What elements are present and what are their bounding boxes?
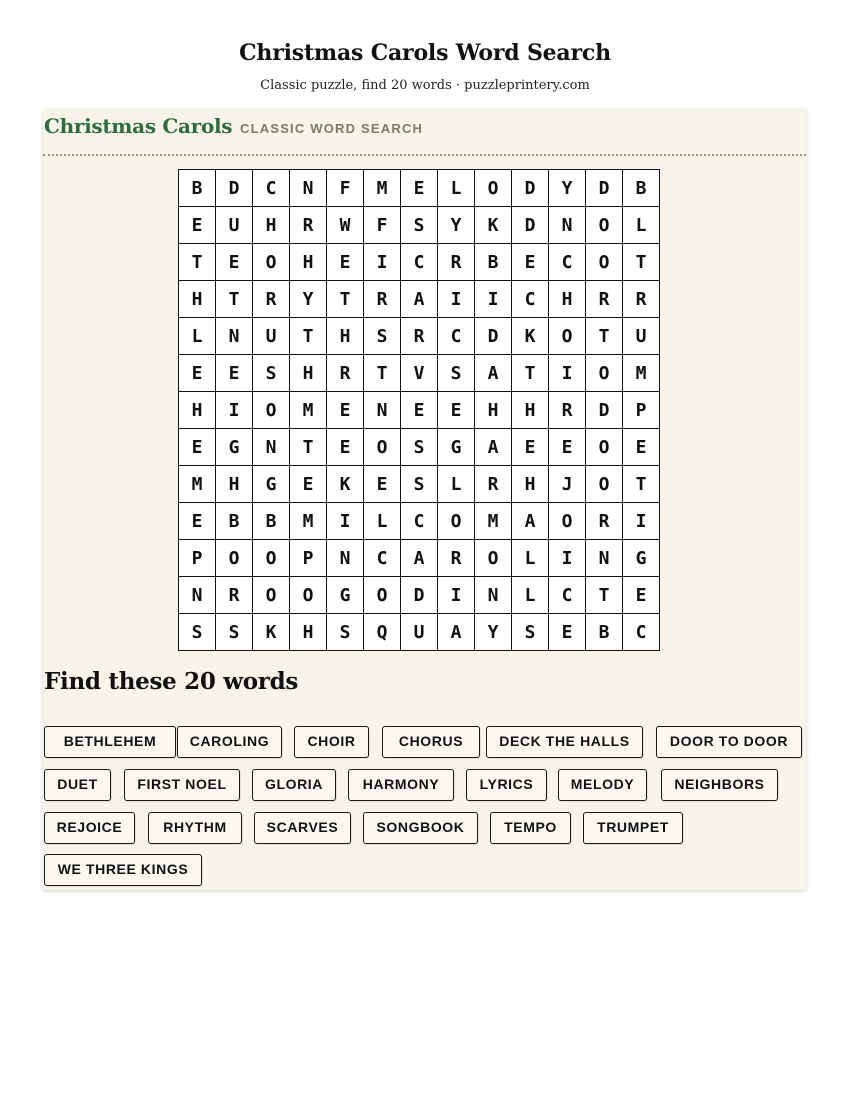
grid-cell[interactable]: T [290, 318, 327, 355]
word-chip[interactable]: DOOR TO DOOR [656, 726, 802, 758]
grid-cell[interactable]: T [623, 244, 660, 281]
grid-cell[interactable]: H [179, 281, 216, 318]
grid-cell[interactable]: T [179, 244, 216, 281]
grid-cell[interactable]: C [438, 318, 475, 355]
grid-cell[interactable]: C [549, 577, 586, 614]
grid-cell[interactable]: O [586, 207, 623, 244]
grid-cell[interactable]: T [364, 355, 401, 392]
grid-cell[interactable]: E [623, 429, 660, 466]
grid-cell[interactable]: E [179, 429, 216, 466]
grid-cell[interactable]: H [512, 392, 549, 429]
grid-cell[interactable]: O [364, 429, 401, 466]
grid-cell[interactable]: G [438, 429, 475, 466]
grid-cell[interactable]: E [327, 429, 364, 466]
grid-cell[interactable]: P [623, 392, 660, 429]
grid-cell[interactable]: H [290, 614, 327, 651]
grid-cell[interactable]: C [623, 614, 660, 651]
grid-cell[interactable]: N [290, 170, 327, 207]
grid-cell[interactable]: O [475, 540, 512, 577]
grid-cell[interactable]: E [179, 207, 216, 244]
grid-cell[interactable]: L [512, 577, 549, 614]
grid-cell[interactable]: E [216, 355, 253, 392]
grid-cell[interactable]: S [253, 355, 290, 392]
grid-row [179, 392, 660, 429]
grid-cell[interactable]: M [475, 503, 512, 540]
grid-cell[interactable]: O [586, 355, 623, 392]
grid-cell[interactable]: S [401, 429, 438, 466]
grid-cell[interactable]: E [401, 170, 438, 207]
grid-cell[interactable]: K [327, 466, 364, 503]
grid-cell[interactable]: S [216, 614, 253, 651]
grid-cell[interactable]: N [179, 577, 216, 614]
grid-cell[interactable]: B [216, 503, 253, 540]
grid-cell[interactable]: S [401, 207, 438, 244]
grid-cell[interactable]: B [586, 614, 623, 651]
grid-cell[interactable]: C [401, 244, 438, 281]
grid-cell[interactable]: R [401, 318, 438, 355]
grid-cell[interactable]: C [401, 503, 438, 540]
grid-cell[interactable]: F [364, 207, 401, 244]
grid-cell[interactable]: Y [438, 207, 475, 244]
grid-cell[interactable]: E [512, 429, 549, 466]
grid-cell[interactable]: F [327, 170, 364, 207]
grid-cell[interactable]: D [586, 392, 623, 429]
grid-cell[interactable]: U [216, 207, 253, 244]
grid-cell[interactable]: B [179, 170, 216, 207]
grid-cell[interactable]: E [290, 466, 327, 503]
grid-row [179, 503, 660, 540]
grid-cell[interactable]: E [401, 392, 438, 429]
grid-cell[interactable]: R [364, 281, 401, 318]
grid-cell[interactable]: H [216, 466, 253, 503]
grid-cell[interactable]: D [475, 318, 512, 355]
words-heading: Find these 20 words [44, 668, 299, 695]
grid-cell[interactable]: A [512, 503, 549, 540]
grid-cell[interactable]: S [327, 614, 364, 651]
grid-cell[interactable]: H [549, 281, 586, 318]
grid-cell[interactable]: O [364, 577, 401, 614]
word-chip[interactable]: WE THREE KINGS [44, 854, 202, 886]
grid-cell[interactable]: I [549, 540, 586, 577]
grid-cell[interactable]: G [216, 429, 253, 466]
grid-cell[interactable]: E [216, 244, 253, 281]
grid-cell[interactable]: M [290, 503, 327, 540]
grid-cell[interactable]: H [179, 392, 216, 429]
grid-row [179, 281, 660, 318]
grid-cell[interactable]: C [253, 170, 290, 207]
grid-cell[interactable]: E [179, 503, 216, 540]
grid-cell[interactable]: E [549, 614, 586, 651]
grid-row [179, 318, 660, 355]
page-subtitle: Classic puzzle, find 20 words · puzzleprintery.com [260, 78, 590, 93]
word-chip[interactable]: HARMONY [348, 769, 454, 801]
grid-cell[interactable]: N [475, 577, 512, 614]
word-chip[interactable]: DUET [44, 769, 111, 801]
grid-cell[interactable]: O [290, 577, 327, 614]
grid-cell[interactable]: L [364, 503, 401, 540]
grid-cell[interactable]: Y [475, 614, 512, 651]
grid-row [179, 170, 660, 207]
grid-cell[interactable]: H [512, 466, 549, 503]
grid-cell[interactable]: N [364, 392, 401, 429]
word-chip[interactable]: BETHLEHEM [44, 726, 176, 758]
grid-cell[interactable]: B [253, 503, 290, 540]
word-chip[interactable]: CAROLING [177, 726, 282, 758]
grid-cell[interactable]: L [512, 540, 549, 577]
grid-cell[interactable]: G [327, 577, 364, 614]
grid-cell[interactable]: O [549, 503, 586, 540]
grid-cell[interactable]: E [549, 429, 586, 466]
word-chip[interactable]: FIRST NOEL [124, 769, 240, 801]
grid-cell[interactable]: H [290, 355, 327, 392]
grid-cell[interactable]: L [179, 318, 216, 355]
grid-cell[interactable]: K [253, 614, 290, 651]
grid-cell[interactable]: O [253, 244, 290, 281]
grid-cell[interactable]: R [586, 503, 623, 540]
grid-cell[interactable]: R [623, 281, 660, 318]
grid-cell[interactable]: R [327, 355, 364, 392]
grid-cell[interactable]: M [364, 170, 401, 207]
word-chip[interactable]: REJOICE [44, 812, 135, 844]
letter-grid [178, 169, 660, 651]
grid-cell[interactable]: N [253, 429, 290, 466]
grid-cell[interactable]: C [512, 281, 549, 318]
grid-cell[interactable]: Y [549, 170, 586, 207]
grid-cell[interactable]: I [475, 281, 512, 318]
grid-cell[interactable]: S [179, 614, 216, 651]
grid-row [179, 207, 660, 244]
grid-cell[interactable]: I [549, 355, 586, 392]
grid-cell[interactable]: Q [364, 614, 401, 651]
word-chip[interactable]: GLORIA [252, 769, 336, 801]
grid-cell[interactable]: N [586, 540, 623, 577]
grid-cell[interactable]: H [475, 392, 512, 429]
grid-cell[interactable]: V [401, 355, 438, 392]
grid-cell[interactable]: M [179, 466, 216, 503]
grid-cell[interactable]: I [216, 392, 253, 429]
grid-cell[interactable]: E [623, 577, 660, 614]
grid-cell[interactable]: S [512, 614, 549, 651]
grid-cell[interactable]: W [327, 207, 364, 244]
grid-cell[interactable]: S [401, 466, 438, 503]
grid-cell[interactable]: D [401, 577, 438, 614]
word-chip[interactable]: CHOIR [294, 726, 369, 758]
word-chip[interactable]: SCARVES [254, 812, 351, 844]
grid-row [179, 540, 660, 577]
grid-cell[interactable]: D [512, 207, 549, 244]
grid-cell[interactable]: D [586, 170, 623, 207]
grid-cell[interactable]: A [401, 540, 438, 577]
grid-cell[interactable]: L [438, 170, 475, 207]
grid-cell[interactable]: C [364, 540, 401, 577]
grid-cell[interactable]: N [327, 540, 364, 577]
grid-cell[interactable]: O [549, 318, 586, 355]
grid-cell[interactable]: H [327, 318, 364, 355]
grid-cell[interactable]: H [253, 207, 290, 244]
grid-cell[interactable]: I [438, 577, 475, 614]
grid-row [179, 614, 660, 651]
grid-cell[interactable]: T [290, 429, 327, 466]
grid-cell[interactable]: M [290, 392, 327, 429]
grid-cell[interactable]: Y [290, 281, 327, 318]
grid-cell[interactable]: S [364, 318, 401, 355]
grid-cell[interactable]: O [438, 503, 475, 540]
grid-cell[interactable]: A [475, 355, 512, 392]
grid-cell[interactable]: L [623, 207, 660, 244]
grid-cell[interactable]: U [401, 614, 438, 651]
grid-cell[interactable]: E [327, 392, 364, 429]
grid-cell[interactable]: O [475, 170, 512, 207]
grid-cell[interactable]: T [586, 318, 623, 355]
grid-cell[interactable]: H [290, 244, 327, 281]
grid-cell[interactable]: P [179, 540, 216, 577]
grid-cell[interactable]: A [475, 429, 512, 466]
grid-cell[interactable]: E [364, 466, 401, 503]
word-chip[interactable]: RHYTHM [148, 812, 242, 844]
grid-cell[interactable]: M [623, 355, 660, 392]
word-chip[interactable]: NEIGHBORS [661, 769, 778, 801]
grid-row [179, 466, 660, 503]
grid-cell[interactable]: R [216, 577, 253, 614]
grid-cell[interactable]: O [253, 577, 290, 614]
grid-cell[interactable]: O [586, 429, 623, 466]
grid-cell[interactable]: U [253, 318, 290, 355]
grid-cell[interactable]: T [512, 355, 549, 392]
grid-cell[interactable]: P [290, 540, 327, 577]
grid-cell[interactable]: T [327, 281, 364, 318]
grid-cell[interactable]: R [475, 466, 512, 503]
word-chip[interactable]: DECK THE HALLS [486, 726, 643, 758]
word-chip[interactable]: MELODY [558, 769, 647, 801]
grid-cell[interactable]: O [586, 466, 623, 503]
grid-cell[interactable]: D [216, 170, 253, 207]
grid-cell[interactable]: T [623, 466, 660, 503]
grid-cell[interactable]: O [216, 540, 253, 577]
grid-cell[interactable]: A [438, 614, 475, 651]
grid-cell[interactable]: I [438, 281, 475, 318]
grid-cell[interactable]: R [549, 392, 586, 429]
grid-cell[interactable]: I [364, 244, 401, 281]
word-chip[interactable]: CHORUS [382, 726, 480, 758]
word-chip[interactable]: TEMPO [490, 812, 571, 844]
grid-cell[interactable]: C [549, 244, 586, 281]
card-title: Christmas Carols [44, 114, 233, 138]
grid-cell[interactable]: I [327, 503, 364, 540]
grid-cell[interactable]: R [438, 540, 475, 577]
grid-cell[interactable]: S [438, 355, 475, 392]
grid-cell[interactable]: K [475, 207, 512, 244]
grid-cell[interactable]: A [401, 281, 438, 318]
grid-cell[interactable]: R [586, 281, 623, 318]
page-title: Christmas Carols Word Search [239, 40, 611, 66]
grid-cell[interactable]: L [438, 466, 475, 503]
puzzle-card [43, 109, 806, 890]
grid-row [179, 429, 660, 466]
grid-cell[interactable]: O [253, 392, 290, 429]
grid-cell[interactable]: I [623, 503, 660, 540]
grid-cell[interactable]: K [512, 318, 549, 355]
grid-cell[interactable]: R [438, 244, 475, 281]
grid-cell[interactable]: D [512, 170, 549, 207]
grid-cell[interactable]: R [290, 207, 327, 244]
grid-row [179, 355, 660, 392]
card-kicker: CLASSIC WORD SEARCH [240, 121, 424, 136]
grid-cell[interactable]: G [623, 540, 660, 577]
grid-cell[interactable]: B [475, 244, 512, 281]
grid-cell[interactable]: G [253, 466, 290, 503]
grid-cell[interactable]: T [586, 577, 623, 614]
grid-cell[interactable]: R [253, 281, 290, 318]
word-chip[interactable]: SONGBOOK [363, 812, 478, 844]
grid-cell[interactable]: E [512, 244, 549, 281]
grid-cell[interactable]: B [623, 170, 660, 207]
grid-cell[interactable]: E [438, 392, 475, 429]
grid-cell[interactable]: N [549, 207, 586, 244]
grid-cell[interactable]: E [327, 244, 364, 281]
grid-cell[interactable]: U [623, 318, 660, 355]
word-chip[interactable]: TRUMPET [583, 812, 683, 844]
grid-row [179, 244, 660, 281]
grid-row [179, 577, 660, 614]
grid-cell[interactable]: J [549, 466, 586, 503]
word-chip[interactable]: LYRICS [466, 769, 547, 801]
grid-cell[interactable]: E [179, 355, 216, 392]
grid-cell[interactable]: O [586, 244, 623, 281]
grid-cell[interactable]: O [253, 540, 290, 577]
grid-cell[interactable]: T [216, 281, 253, 318]
grid-cell[interactable]: N [216, 318, 253, 355]
card-header [43, 109, 806, 156]
